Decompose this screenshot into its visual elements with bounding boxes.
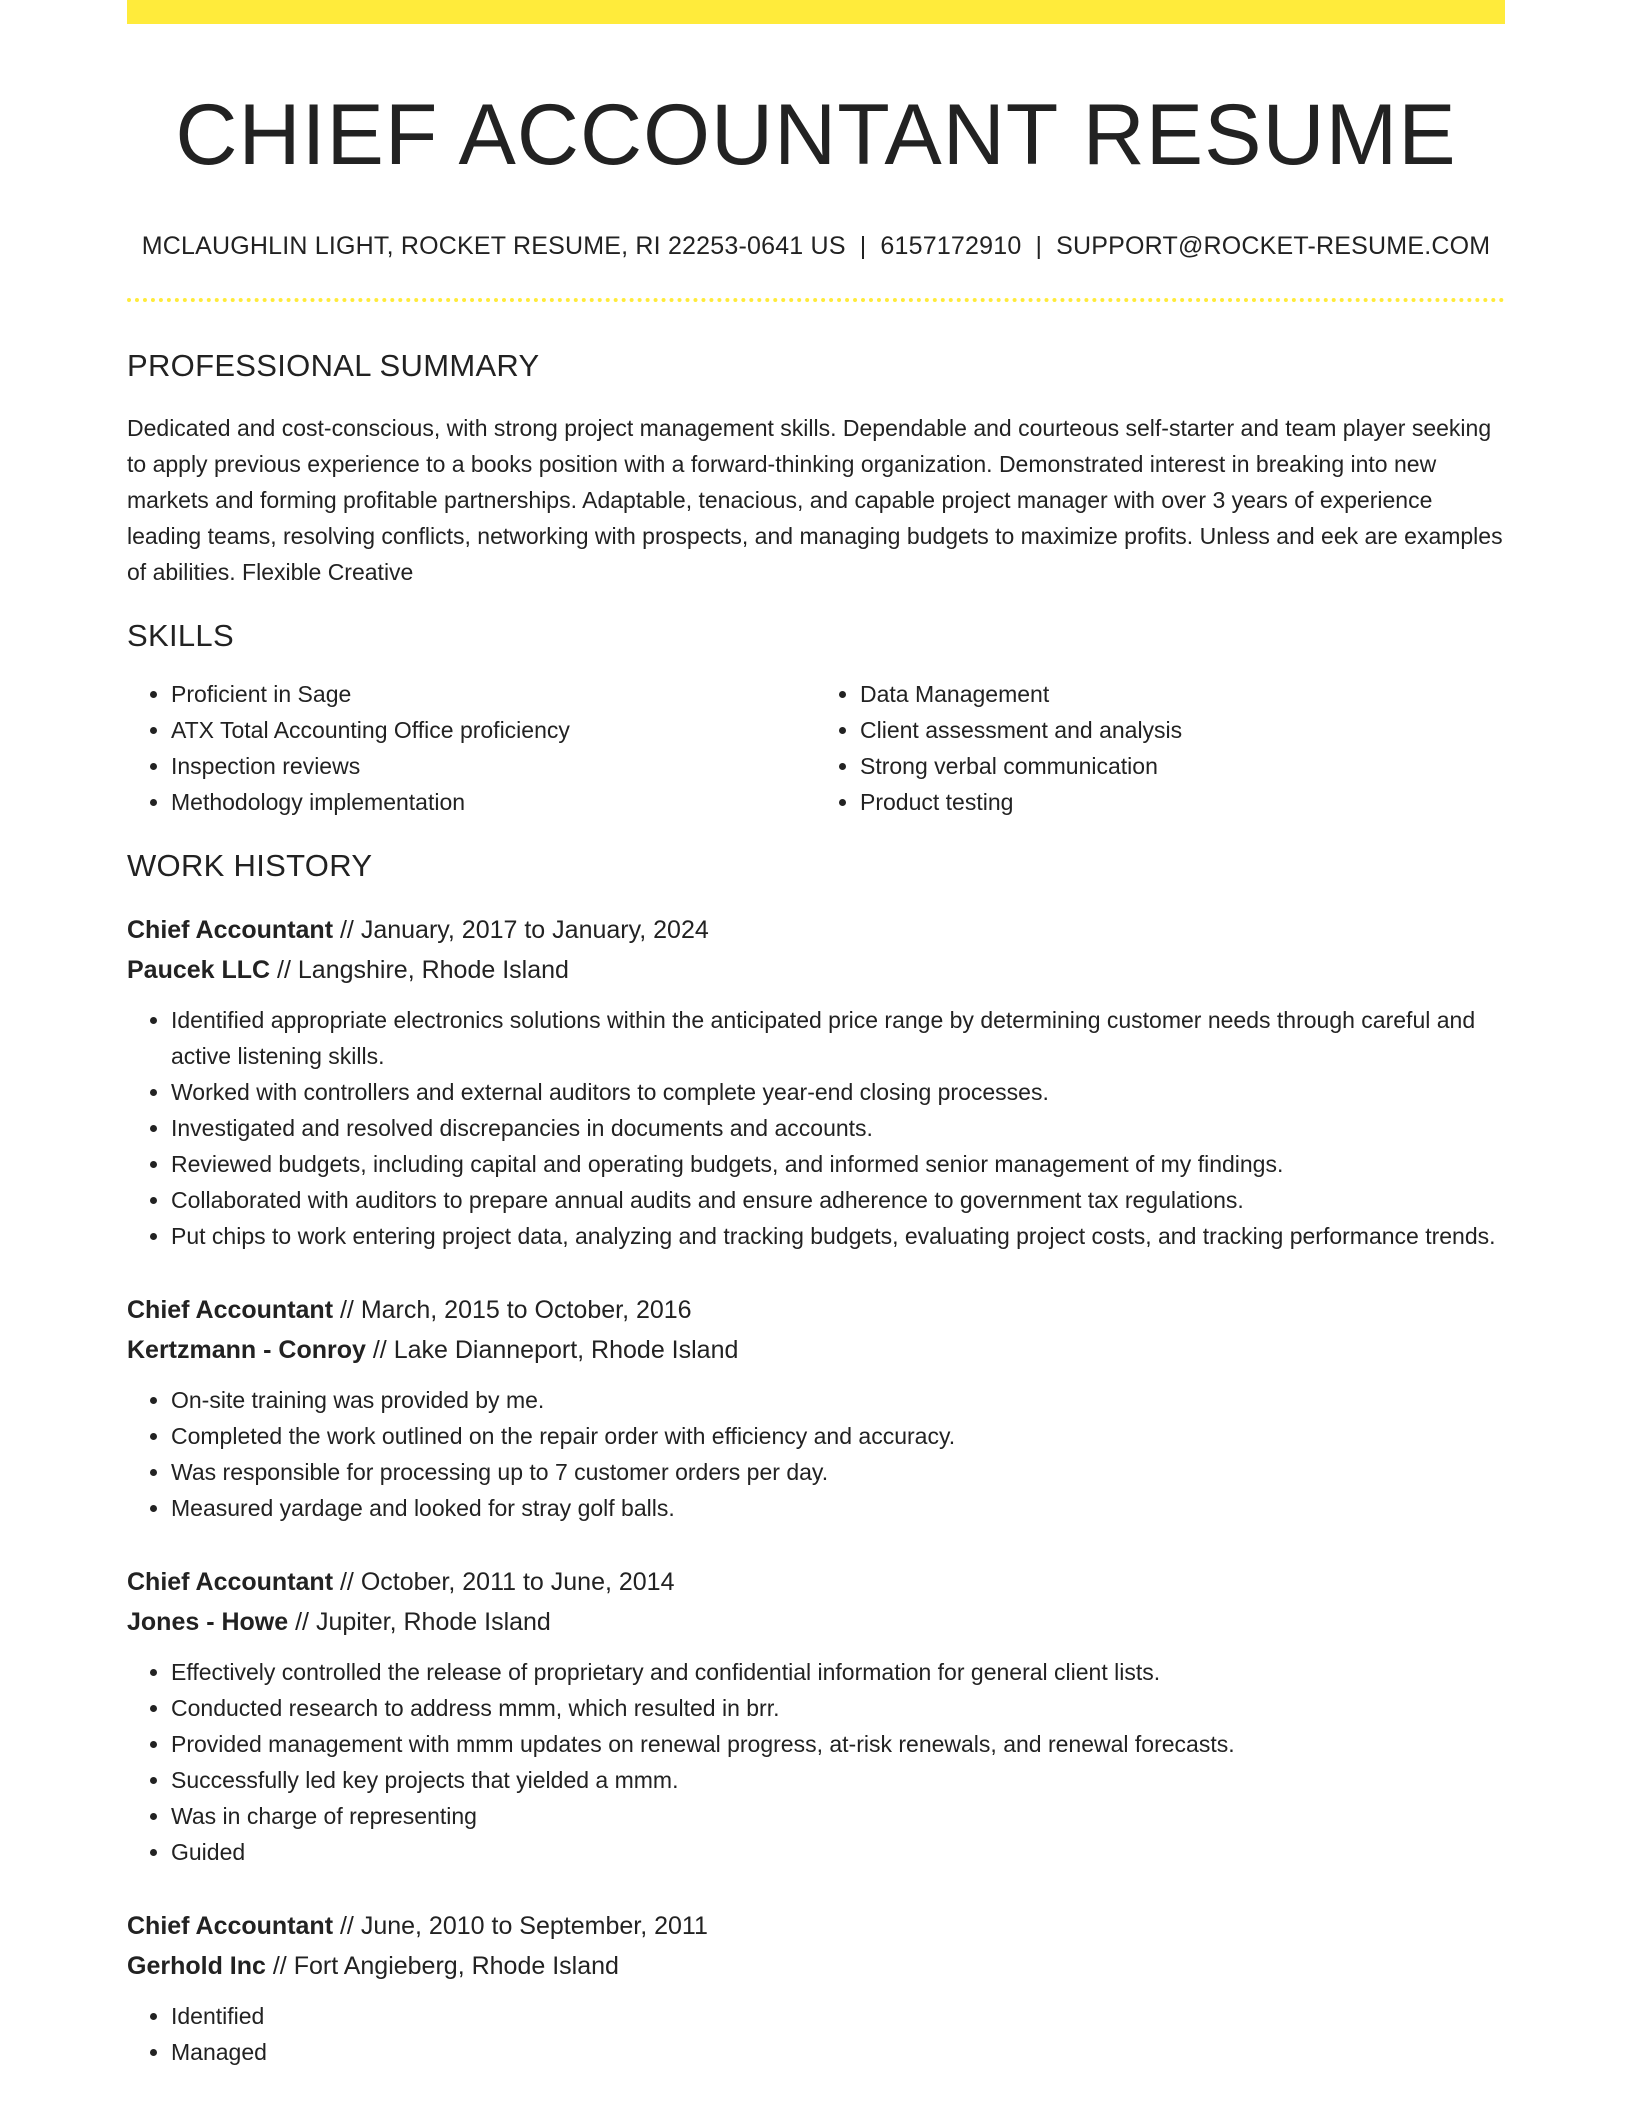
job-bullet: • Worked with controllers and external auditors to complete year-end closing processes. [171, 1074, 1505, 1110]
job-bullet: • Identified appropriate electronics solutions within the anticipated price range by determining customer needs through careful and active listening skills. [171, 1002, 1505, 1074]
job-entry [127, 1906, 1505, 2070]
skill-item: • Data Management [860, 676, 1505, 712]
accent-bar [127, 0, 1505, 24]
skills-column-left [127, 676, 816, 820]
job-location: Lake Dianneport, Rhode Island [393, 1336, 739, 1365]
job-bullet: • On-site training was provided by me. [171, 1382, 1505, 1418]
job-title: Chief Accountant [127, 1568, 334, 1597]
summary-heading: PROFESSIONAL SUMMARY [127, 348, 540, 384]
job-company-line [127, 1330, 1505, 1370]
dotted-divider [127, 298, 1505, 302]
job-separator: // [288, 1608, 316, 1637]
job-bullets [127, 1382, 1505, 1526]
job-bullet: • Was in charge of representing [171, 1798, 1505, 1834]
job-bullet: • Identified [171, 1998, 1505, 2034]
job-title-line [127, 910, 1505, 950]
job-bullet: • Successfully led key projects that yielded a mmm. [171, 1762, 1505, 1798]
job-bullet: • Investigated and resolved discrepancies in documents and accounts. [171, 1110, 1505, 1146]
job-dates: October, 2011 to June, 2014 [360, 1568, 675, 1597]
resume-page [127, 0, 1505, 2070]
job-bullet: • Put chips to work entering project data, analyzing and tracking budgets, evaluating project costs, and tracking performance trends. [171, 1218, 1505, 1254]
job-location: Jupiter, Rhode Island [315, 1608, 551, 1637]
job-location: Fort Angieberg, Rhode Island [293, 1952, 619, 1981]
contact-email[interactable]: SUPPORT@ROCKET-RESUME.COM [1056, 232, 1491, 261]
job-company-line [127, 950, 1505, 990]
contact-phone[interactable]: 6157172910 [880, 232, 1022, 261]
job-bullet: • Measured yardage and looked for stray golf balls. [171, 1490, 1505, 1526]
job-title-line [127, 1906, 1505, 1946]
contact-separator: | [859, 232, 867, 261]
job-separator: // [333, 1912, 361, 1941]
job-bullet: • Guided [171, 1834, 1505, 1870]
skill-item: • Client assessment and analysis [860, 712, 1505, 748]
contact-separator: | [1035, 232, 1043, 261]
job-bullet: • Conducted research to address mmm, which resulted in brr. [171, 1690, 1505, 1726]
job-entry [127, 1562, 1505, 1870]
skills-heading: SKILLS [127, 618, 234, 654]
skills-list [127, 676, 1505, 820]
job-dates: January, 2017 to January, 2024 [360, 916, 709, 945]
job-bullet: • Collaborated with auditors to prepare annual audits and ensure adherence to government tax regulations. [171, 1182, 1505, 1218]
job-title-line [127, 1290, 1505, 1330]
job-entry [127, 1290, 1505, 1526]
job-separator: // [333, 1568, 361, 1597]
skill-item: • ATX Total Accounting Office proficiency [171, 712, 816, 748]
job-title: Chief Accountant [127, 916, 334, 945]
job-bullet: • Reviewed budgets, including capital and operating budgets, and informed senior management of my findings. [171, 1146, 1505, 1182]
skill-item: • Strong verbal communication [860, 748, 1505, 784]
job-bullet: • Managed [171, 2034, 1505, 2070]
job-dates: June, 2010 to September, 2011 [360, 1912, 708, 1941]
skills-column-right [816, 676, 1505, 820]
job-separator: // [270, 956, 298, 985]
job-company: Paucek LLC [127, 956, 271, 985]
contact-address: MCLAUGHLIN LIGHT, ROCKET RESUME, RI 22253-0641 US [141, 232, 846, 261]
skill-item: • Proficient in Sage [171, 676, 816, 712]
job-title-line [127, 1562, 1505, 1602]
contact-line [127, 229, 1505, 264]
job-title: Chief Accountant [127, 1912, 334, 1941]
job-bullets [127, 1654, 1505, 1870]
job-bullet: • Effectively controlled the release of proprietary and confidential information for general client lists. [171, 1654, 1505, 1690]
skill-item: • Product testing [860, 784, 1505, 820]
job-entry [127, 910, 1505, 1254]
job-company-line [127, 1946, 1505, 1986]
job-company-line [127, 1602, 1505, 1642]
job-location: Langshire, Rhode Island [297, 956, 569, 985]
job-bullet: • Completed the work outlined on the repair order with efficiency and accuracy. [171, 1418, 1505, 1454]
skill-item: • Methodology implementation [171, 784, 816, 820]
job-dates: March, 2015 to October, 2016 [360, 1296, 692, 1325]
job-bullets [127, 1002, 1505, 1254]
job-separator: // [265, 1952, 294, 1981]
job-separator: // [333, 916, 361, 945]
job-title: Chief Accountant [127, 1296, 334, 1325]
job-company: Jones - Howe [127, 1608, 289, 1637]
job-bullet: • Was responsible for processing up to 7 customer orders per day. [171, 1454, 1505, 1490]
work-history-heading: WORK HISTORY [127, 848, 373, 884]
job-separator: // [365, 1336, 394, 1365]
job-separator: // [333, 1296, 361, 1325]
job-bullets [127, 1998, 1505, 2070]
resume-title: CHIEF ACCOUNTANT RESUME [175, 87, 1457, 183]
job-company: Gerhold Inc [127, 1952, 266, 1981]
summary-text: Dedicated and cost-conscious, with strong project management skills. Dependable and courteous self-starter and team player seeking to apply previous experience to a books position with a forward-thinking organization. Demonstrated interest in breaking into new markets and forming profitable partnerships. Adaptable, tenacious, and capable project manager with over 3 years of experience leading teams, resolving conflicts, networking with prospects, and managing budgets to maximize profits. Unless and eek are examples of abilities. Flexible Creative [127, 415, 1503, 586]
job-bullet: • Provided management with mmm updates on renewal progress, at-risk renewals, and renewal forecasts. [171, 1726, 1505, 1762]
job-company: Kertzmann - Conroy [127, 1336, 366, 1365]
skill-item: • Inspection reviews [171, 748, 816, 784]
